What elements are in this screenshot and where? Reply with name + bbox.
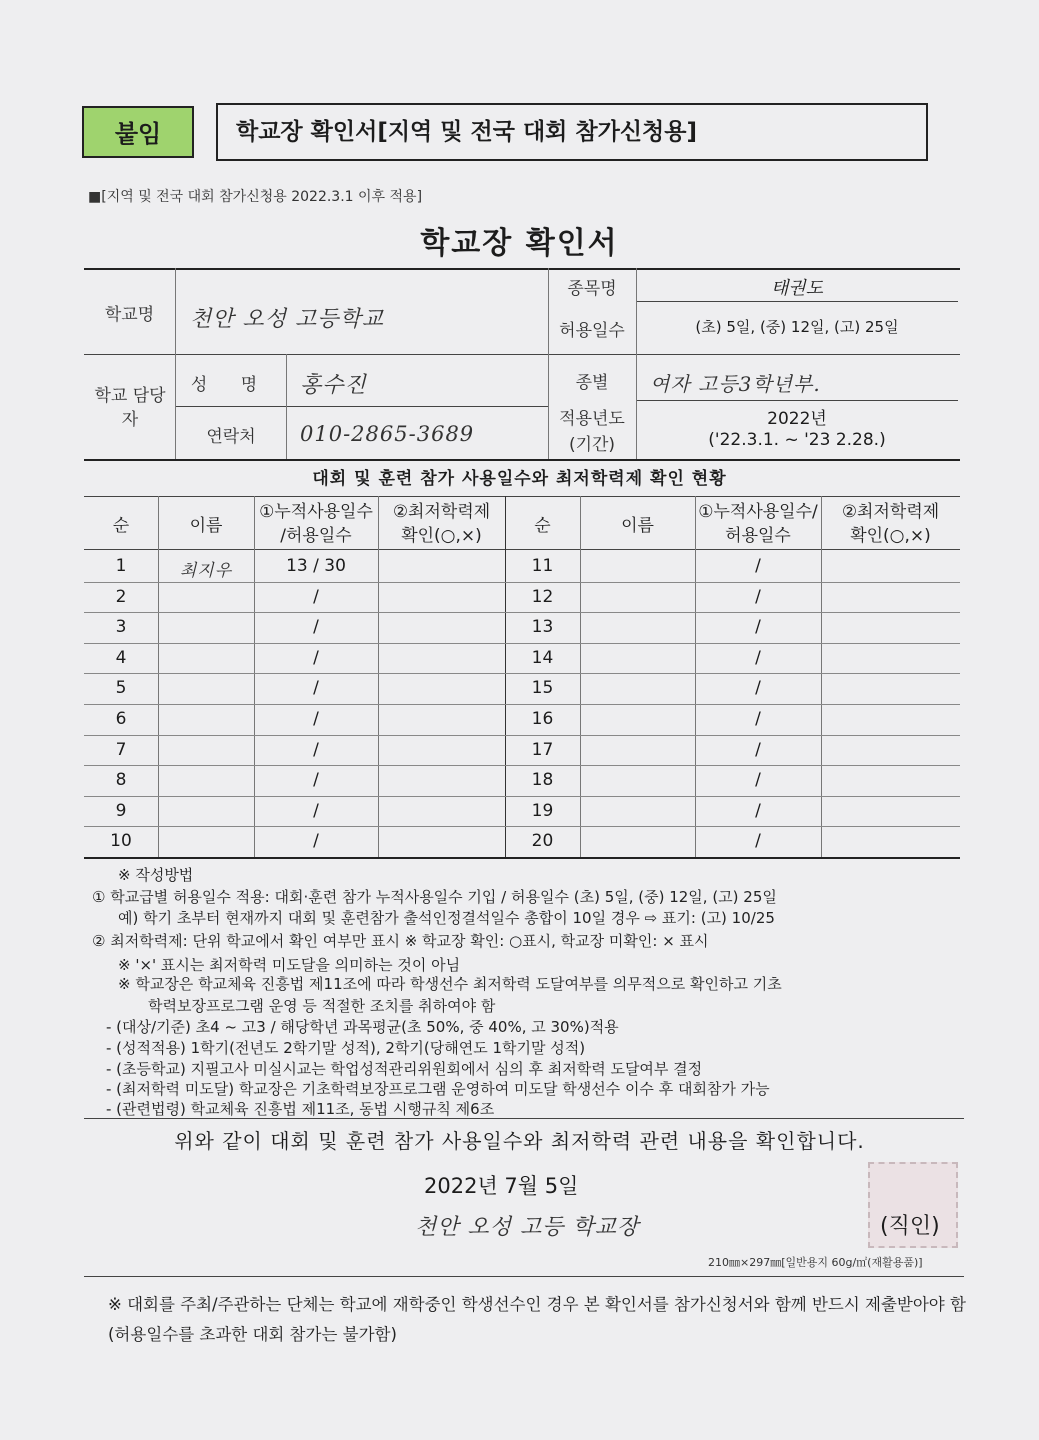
note-item: 학력보장프로그램 운영 등 적절한 조치를 취하여야 함: [148, 997, 496, 1015]
sport-value: 태권도: [770, 278, 824, 299]
row-days: 13 / 30: [286, 556, 346, 576]
info-divider: [286, 354, 287, 459]
signature-date: 2022년 7월 5일: [424, 1174, 579, 1198]
row-number: 5: [115, 678, 127, 698]
staff-name-value: 홍수진: [300, 373, 367, 398]
paper-spec: 210㎜×297㎜[일반용지 60g/㎡(재활용품)]: [708, 1256, 923, 1269]
header-name-right: 이름: [621, 516, 654, 536]
year-value: 2022년: [767, 409, 827, 429]
table-bottom-rule: [84, 857, 960, 859]
page-title: 학교장 확인서: [420, 226, 619, 261]
header-min-right-1: ②최저학력제: [841, 502, 940, 522]
period-value: ('22.3.1. ~ '23 2.28.): [708, 430, 886, 450]
row-number-right: 13: [531, 617, 554, 637]
table-row-rule: [84, 796, 960, 797]
row-number: 2: [115, 587, 127, 607]
row-days: /: [313, 709, 319, 729]
header-days-right-2: 허용일수: [725, 526, 791, 546]
header-days-2: /허용일수: [280, 526, 352, 546]
year-label: 적용년도: [559, 409, 625, 429]
contact-label: 연락처: [206, 427, 256, 447]
row-number-right: 18: [531, 770, 554, 790]
note-item: ① 학교급별 허용일수 적용: 대회·훈련 참가 누적사용일수 기입 / 허용일수 (초) 5일, (중) 12일, (고) 25일: [92, 888, 777, 906]
contact-value: 010-2865-3689: [300, 422, 475, 446]
table-divider: [580, 496, 581, 857]
row-days-right: /: [755, 617, 761, 637]
allowed-days-label: 허용일수: [559, 321, 625, 341]
category-value: 여자 고등3학년부.: [650, 372, 821, 396]
row-days-right: /: [755, 770, 761, 790]
note-item: 예) 학기 초부터 현재까지 대회 및 훈련참가 출석인정결석일수 총합이 10일 경우 ⇨ 표기: (고) 10/25: [118, 909, 775, 927]
row-number-right: 15: [531, 678, 554, 698]
header-days-1: ①누적사용일수: [259, 502, 373, 522]
table-row-rule: [84, 612, 960, 613]
table-divider: [158, 496, 159, 857]
staff-label: 학교 담당자: [94, 386, 166, 430]
row-days-right: /: [755, 556, 761, 576]
table-row-rule: [84, 735, 960, 736]
row-name: 최지우: [179, 561, 233, 581]
row-number-right: 19: [531, 801, 554, 821]
attachment-tag: 붙임: [82, 106, 194, 158]
row-number: 3: [115, 617, 127, 637]
row-number-right: 16: [531, 709, 554, 729]
table-row-rule: [84, 673, 960, 674]
row-number: 9: [115, 801, 127, 821]
note-item: - (최저학력 미도달) 학교장은 기초학력보장프로그램 운영하여 미도달 학생선수 이수 후 대회참가 가능: [106, 1080, 770, 1098]
info-rule: [636, 400, 958, 401]
header-no-right: 순: [534, 516, 551, 536]
footnote: ※ 대회를 주최/주관하는 단체는 학교에 재학중인 학생선수인 경우 본 확인서를 참가신청서와 함께 반드시 제출받아야 함(허용일수를 초과한 대회 참가는 불가함): [108, 1295, 966, 1344]
table-row-rule: [84, 826, 960, 827]
row-days: /: [313, 770, 319, 790]
note-item: ※ 학교장은 학교체육 진흥법 제11조에 따라 학생선수 최저학력 도달여부를 의무적으로 확인하고 기초: [118, 975, 782, 993]
note-item: - (관련법령) 학교체육 진흥법 제11조, 동법 시행규칙 제6조: [106, 1100, 495, 1118]
row-number: 6: [115, 709, 127, 729]
notes-rule: [84, 1118, 964, 1119]
row-days-right: /: [755, 831, 761, 851]
row-days-right: /: [755, 801, 761, 821]
note-item: ※ '×' 표시는 최저학력 미도달을 의미하는 것이 아님: [118, 956, 461, 974]
table-row-rule: [84, 582, 960, 583]
row-number: 1: [115, 556, 127, 576]
row-days-right: /: [755, 648, 761, 668]
seal-label: (직인): [880, 1214, 940, 1239]
header-min-2: 확인(○,×): [401, 526, 482, 546]
table-divider: [821, 496, 822, 857]
row-days: /: [313, 587, 319, 607]
header-name: 이름: [189, 516, 223, 536]
school-label: 학교명: [104, 305, 155, 325]
table-top-rule: [84, 496, 960, 497]
note-item: - (성적적용) 1학기(전년도 2학기말 성적), 2학기(당해연도 1학기말 성적): [106, 1039, 586, 1057]
row-number-right: 20: [531, 831, 554, 851]
info-rule: [176, 406, 548, 407]
row-days: /: [313, 831, 319, 851]
row-number: 4: [115, 648, 127, 668]
note-item: - (대상/기준) 초4 ~ 고3 / 해당학년 과목평균(초 50%, 중 40%, 고 30%)적용: [106, 1018, 619, 1036]
sport-label: 종목명: [567, 279, 617, 299]
period-label: (기간): [568, 435, 616, 455]
note-item: ② 최저학력제: 단위 학교에서 확인 여부만 표시 ※ 학교장 확인: ○표시, 학교장 미확인: × 표시: [92, 932, 709, 950]
name-label: 성 명: [190, 375, 272, 395]
header-min-right-2: 확인(○,×): [850, 526, 931, 546]
row-days: /: [313, 801, 319, 821]
category-label: 종별: [575, 373, 609, 393]
usage-table-title: 대회 및 훈련 참가 사용일수와 최저학력제 확인 현황: [312, 469, 727, 489]
row-number: 7: [115, 740, 127, 760]
school-value: 천안 오성 고등학교: [190, 307, 385, 332]
table-row-rule: [84, 643, 960, 644]
table-row-rule: [84, 704, 960, 705]
table-row-rule: [84, 765, 960, 766]
info-rule: [636, 301, 958, 302]
allowed-days-value: (초) 5일, (중) 12일, (고) 25일: [695, 318, 899, 336]
row-days: /: [313, 648, 319, 668]
row-days-right: /: [755, 740, 761, 760]
confirmation-statement: 위와 같이 대회 및 훈련 참가 사용일수와 최저학력 관련 내용을 확인합니다.: [174, 1129, 865, 1153]
row-number: 10: [110, 831, 132, 851]
row-days: /: [313, 617, 319, 637]
form-subnote: ■[지역 및 전국 대회 참가신청용 2022.3.1 이후 적용]: [88, 189, 423, 205]
info-bottom-rule: [84, 459, 960, 461]
principal-signature: 천안 오성 고등 학교장: [415, 1215, 640, 1240]
row-number-right: 14: [531, 648, 554, 668]
note-item: - (초등학교) 지필고사 미실시교는 학업성적관리위원회에서 심의 후 최저학력 도달여부 결정: [106, 1060, 703, 1078]
form-title-box: 학교장 확인서[지역 및 전국 대회 참가신청용]: [216, 103, 928, 161]
row-number-right: 17: [531, 740, 554, 760]
header-no: 순: [112, 516, 130, 536]
row-number-right: 11: [531, 556, 554, 576]
row-days-right: /: [755, 678, 761, 698]
footer-rule: [84, 1276, 964, 1277]
table-header-rule: [84, 549, 960, 550]
table-divider: [378, 496, 379, 857]
info-rule: [84, 354, 960, 355]
row-days: /: [313, 678, 319, 698]
row-days: /: [313, 740, 319, 760]
row-number-right: 12: [531, 587, 554, 607]
info-top-rule: [84, 268, 960, 270]
row-number: 8: [115, 770, 127, 790]
row-days-right: /: [755, 709, 761, 729]
row-days-right: /: [755, 587, 761, 607]
note-heading: ※ 작성방법: [118, 866, 194, 884]
header-days-right-1: ①누적사용일수/: [698, 502, 818, 522]
header-min-1: ②최저학력제: [392, 502, 491, 522]
